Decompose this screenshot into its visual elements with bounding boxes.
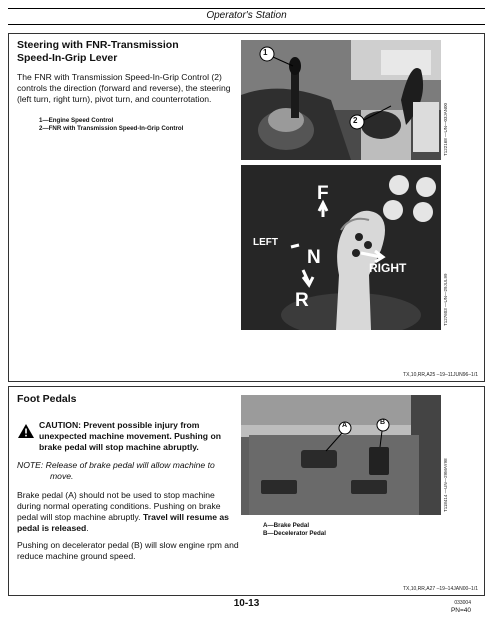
direction-right: RIGHT — [369, 261, 407, 275]
photo2-code: T127603 —UN—29JUL99 — [443, 273, 448, 326]
body-line: reduce machine ground speed. — [17, 551, 136, 561]
note-line: NOTE: Release of brake pedal will allow machine to — [17, 460, 215, 470]
note-text — [17, 460, 215, 482]
body-line: controls the direction (forward and reverse), the steering — [17, 83, 231, 93]
section-steering-heading — [17, 39, 179, 65]
body-line: during normal operating conditions. Pushing on brake — [17, 501, 221, 511]
callout-2: 2 — [353, 116, 358, 125]
page-header-title: Operator's Station — [206, 10, 287, 21]
caution-line: brake pedal will stop machine abruptly. — [39, 442, 199, 452]
fnr-lever-photo — [241, 165, 441, 330]
footer-pn: PN=40 — [450, 607, 471, 614]
foot-pedals-photo — [241, 395, 441, 515]
callout-a: A — [342, 422, 348, 429]
callout-b: B — [380, 419, 386, 426]
legend-item: 1—Engine Speed Control — [39, 117, 114, 124]
heading-line-2: Speed-In-Grip Lever — [17, 52, 118, 64]
section1-reference: TX,10,RR,A25 –19–11JUN96–1/1 — [403, 372, 478, 378]
caution-text — [39, 420, 239, 453]
body-line: pedal will stop machine abruptly. — [17, 512, 141, 522]
page-number: 10-13 — [233, 598, 260, 609]
section-foot-pedals — [8, 386, 485, 596]
steering-legend — [39, 117, 183, 133]
heading-line-1: Steering with FNR-Transmission — [17, 39, 179, 51]
operator-controls-photo — [241, 40, 441, 160]
direction-forward: F — [317, 183, 329, 204]
body-bold: Travel will resume as — [142, 512, 229, 522]
header-rule-top — [8, 8, 485, 9]
photo1-code: T122168 —UN—03JAN00 — [443, 102, 448, 156]
body-bold: pedal is released — [17, 523, 87, 533]
legend-item: A—Brake Pedal — [263, 522, 310, 529]
section-foot-pedals-heading: Foot Pedals — [17, 393, 77, 405]
pedals-legend — [263, 522, 326, 538]
decelerator-paragraph — [17, 540, 247, 562]
foot-pedals-illustration — [241, 395, 441, 515]
direction-reverse: R — [295, 290, 309, 311]
body-line: Brake pedal (A) should not be used to stop machine — [17, 490, 215, 500]
legend-item: 2—FNR with Transmission Speed-In-Grip Control — [39, 125, 184, 132]
caution-line: CAUTION: Prevent possible injury from — [39, 420, 200, 430]
body-line: The FNR with Transmission Speed-In-Grip Control (2) — [17, 72, 222, 82]
photo3-code: T118414 —UN—29MAY98 — [443, 458, 448, 512]
steering-body — [17, 72, 245, 105]
legend-item: B—Decelerator Pedal — [263, 530, 326, 537]
brake-paragraph — [17, 490, 243, 534]
warning-icon — [18, 424, 34, 438]
body-line: Pushing on decelerator pedal (B) will slow engine rpm and — [17, 540, 239, 550]
note-line: move. — [50, 471, 74, 481]
operator-controls-illustration — [241, 40, 441, 160]
section2-reference: TX,10,RR,A27 –19–14JAN00–1/1 — [402, 586, 478, 592]
section-steering — [8, 33, 485, 382]
direction-left: LEFT — [253, 237, 278, 248]
header-rule-bottom — [8, 24, 485, 25]
footer-code: 033004 — [454, 600, 471, 606]
body-period: . — [86, 523, 89, 533]
direction-neutral: N — [307, 247, 321, 268]
body-line: (left turn, right turn), pivot turn, and counterrotation. — [17, 94, 212, 104]
callout-1: 1 — [263, 48, 268, 57]
caution-line: unexpected machine movement. Pushing on — [39, 431, 221, 441]
